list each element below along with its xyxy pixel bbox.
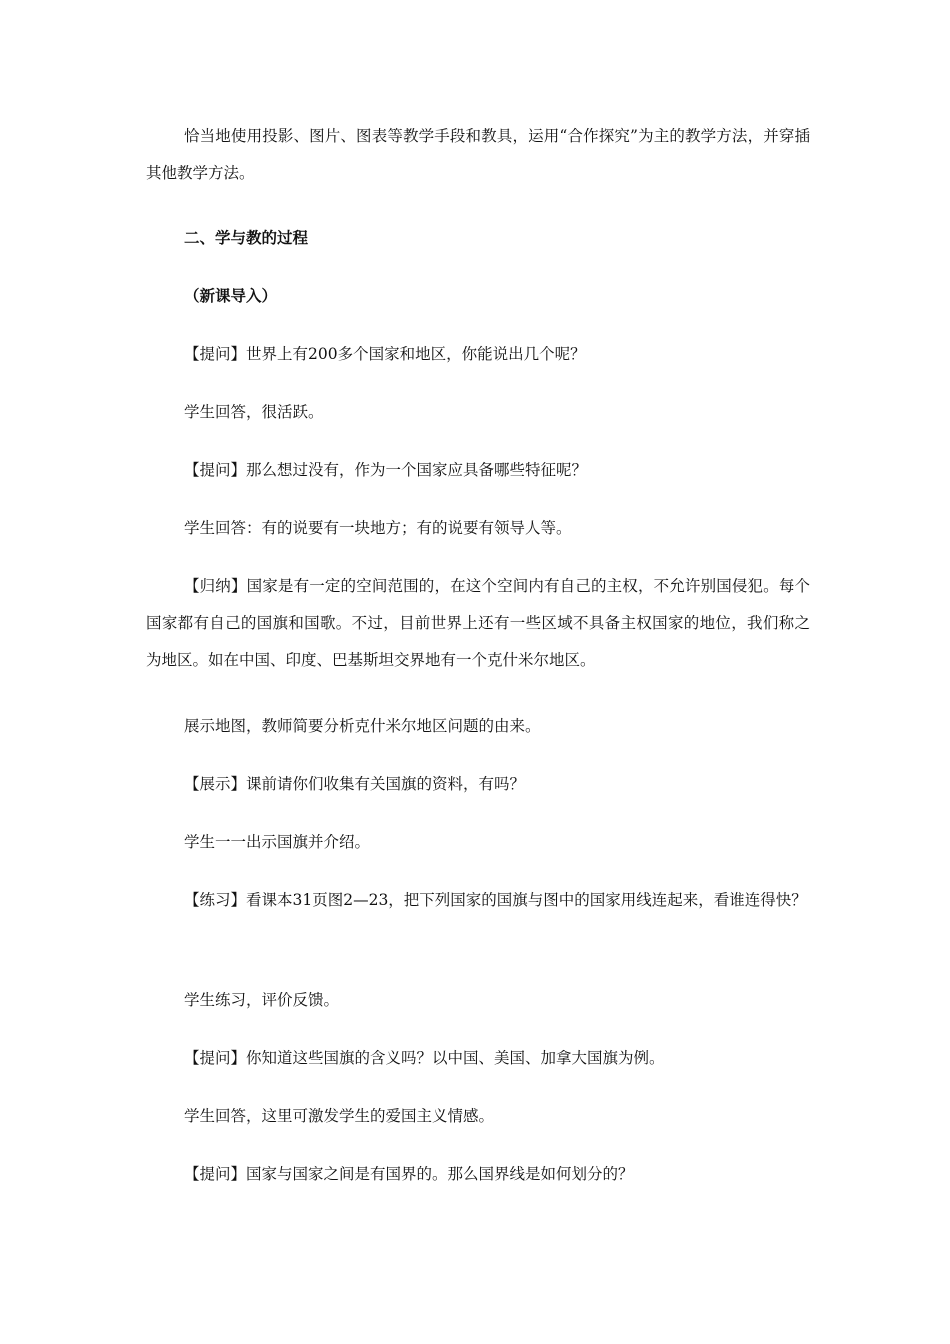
answer-line: 学生回答：有的说要有一块地方；有的说要有领导人等。 (184, 519, 572, 537)
question-line: 【提问】世界上有200多个国家和地区，你能说出几个呢？ (184, 345, 586, 363)
question-line: 【提问】你知道这些国旗的含义吗？以中国、美国、加拿大国旗为例。 (184, 1049, 665, 1067)
answer-line: 学生回答，这里可激发学生的爱国主义情感。 (184, 1107, 495, 1125)
answer-line: 学生一一出示国旗并介绍。 (184, 833, 371, 851)
summary-paragraph: 【归纳】国家是有一定的空间范围的，在这个空间内有自己的主权，不允许别国侵犯。每个国家都有自己的国旗和国歌。不过，目前世界上还有一些区域不具备主权国家的地位，我们称之为地区。如在中国、印度、巴基斯坦交界地有一个克什米尔地区。 (146, 577, 810, 669)
answer-line: 学生回答，很活跃。 (184, 403, 324, 421)
section-heading: 二、学与教的过程 (184, 228, 309, 247)
display-line: 【展示】课前请你们收集有关国旗的资料，有吗？ (184, 775, 526, 793)
subsection-heading: （新课导入） (184, 286, 278, 305)
exercise-paragraph: 【练习】看课本31页图2—23，把下列国家的国旗与图中的国家用线连起来，看谁连得快？ (184, 891, 807, 909)
question-line: 【提问】那么想过没有，作为一个国家应具备哪些特征呢？ (184, 461, 588, 479)
methods-paragraph: 恰当地使用投影、图片、图表等教学手段和教具，运用“合作探究”为主的教学方法，并穿插其他教学方法。 (146, 127, 810, 182)
activity-line: 展示地图，教师简要分析克什米尔地区问题的由来。 (184, 717, 541, 735)
question-line: 【提问】国家与国家之间是有国界的。那么国界线是如何划分的？ (184, 1165, 634, 1183)
answer-line: 学生练习，评价反馈。 (184, 991, 340, 1009)
